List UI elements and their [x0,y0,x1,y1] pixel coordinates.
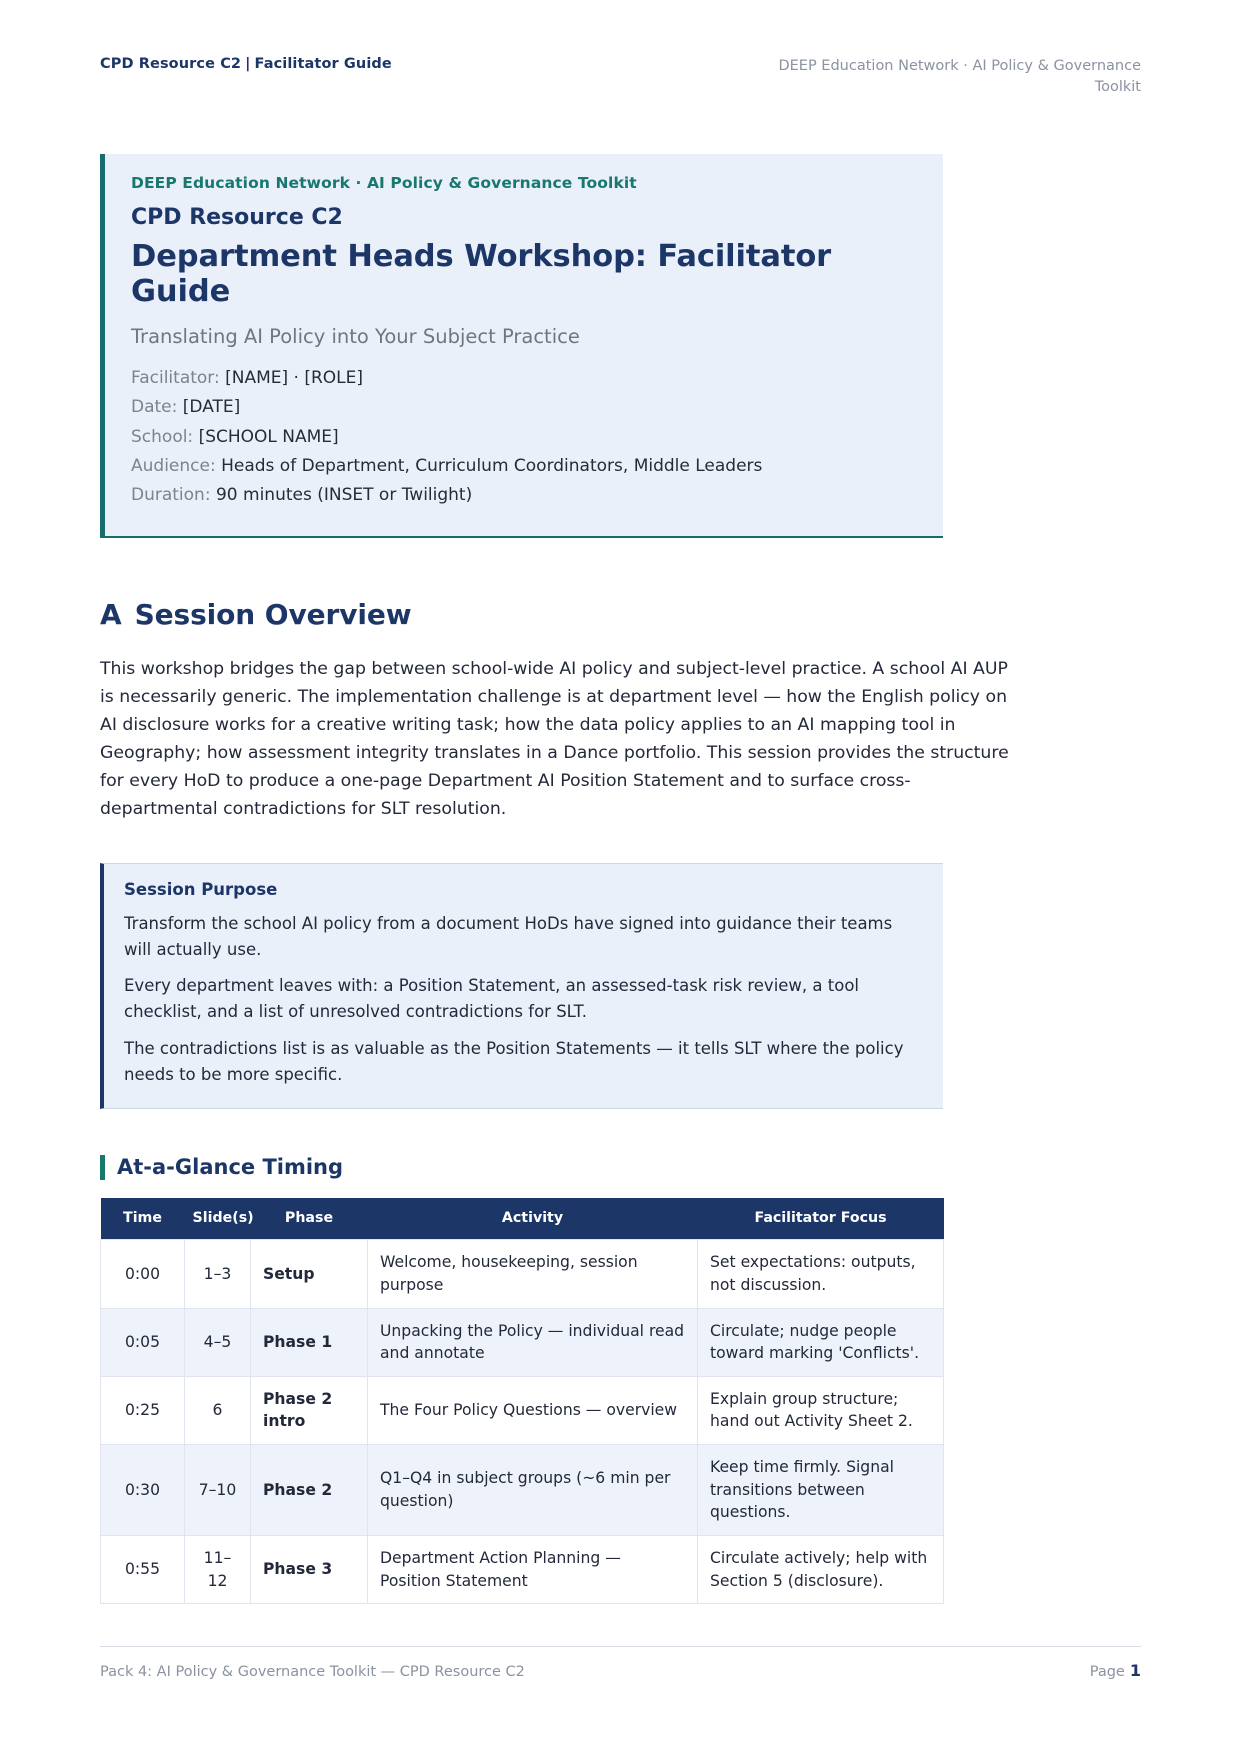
meta-value-school: [SCHOOL NAME] [198,426,339,447]
section-heading-a [100,598,1141,631]
cell-facilitator-focus: Circulate actively; help with Section 5 (disclosure). [698,1535,944,1603]
table-header-row [101,1198,944,1240]
meta-value-date: [DATE] [182,397,241,418]
table-row [101,1240,944,1308]
cell-activity: The Four Policy Questions — overview [368,1376,698,1444]
table-row [101,1445,944,1536]
banner-kicker: CPD Resource C2 [131,205,343,231]
table-row [101,1535,944,1603]
banner-meta-facilitator [131,364,915,393]
section-a-paragraph: This workshop bridges the gap between school-wide AI policy and subject-level practice. A school AI AUP is necessarily generic. The implementation challenge is at department level — how the English policy on AI disclosure works for a creative writing task; how the data policy applies to an AI mapping tool in Geography; how assessment integrity translates in a Dance portfolio. This session provides the structure for every HoD to produce a one-page Department AI Position Statement and to surface cross-departmental contradictions for SLT resolution. [100,659,1009,820]
session-purpose-callout [100,863,943,1108]
cell-phase: Phase 2 intro [251,1376,368,1444]
cell-activity: Unpacking the Policy — individual read and annotate [368,1308,698,1376]
cell-phase: Phase 3 [251,1535,368,1603]
cell-time: 0:25 [101,1376,185,1444]
banner-meta-date [131,393,915,422]
title-banner [100,154,943,538]
timing-heading-label: At-a-Glance Timing [117,1155,344,1180]
meta-label-facilitator: Facilitator: [131,368,220,389]
cell-slides: 7–10 [185,1445,251,1536]
callout-paragraph: Transform the school AI policy from a document HoDs have signed into guidance their teams will actually use. [124,914,893,960]
running-header-right: DEEP Education Network · AI Policy & Governance Toolkit [778,58,1141,96]
running-header-resource: CPD Resource C2 [100,56,242,72]
page-title: Department Heads Workshop: Facilitator Guide [131,239,832,310]
column-header-phase: Phase [251,1198,368,1240]
cell-facilitator-focus: Set expectations: outputs, not discussion. [698,1240,944,1308]
at-a-glance-timing-table [100,1198,944,1604]
running-header-doctype: Facilitator Guide [254,56,392,72]
meta-label-duration: Duration: [131,484,211,505]
banner-meta-duration [131,481,915,510]
timing-heading [100,1155,1141,1180]
meta-value-audience: Heads of Department, Curriculum Coordinators, Middle Leaders [221,455,763,476]
callout-paragraph: Every department leaves with: a Position Statement, an assessed-task risk review, a tool checklist, and a list of unresolved contradictions for SLT. [124,976,860,1022]
footer-page-indicator [1090,1661,1141,1680]
column-header-time: Time [101,1198,185,1240]
cell-facilitator-focus: Circulate; nudge people toward marking 'Conflicts'. [698,1308,944,1376]
running-header-separator: | [245,56,251,72]
cell-slides: 6 [185,1376,251,1444]
section-letter-a: A [100,598,122,632]
cell-slides: 11–12 [185,1535,251,1603]
heading-accent-bar [100,1155,105,1180]
section-title-a: Session Overview [134,598,412,632]
table-row [101,1376,944,1444]
cell-activity: Welcome, housekeeping, session purpose [368,1240,698,1308]
cell-slides: 4–5 [185,1308,251,1376]
table-row [101,1308,944,1376]
footer-page-label: Page [1089,1664,1125,1680]
cell-facilitator-focus: Explain group structure; hand out Activity Sheet 2. [698,1376,944,1444]
banner-subtitle: Translating AI Policy into Your Subject Practice [131,325,580,349]
banner-meta-audience [131,452,915,481]
meta-value-facilitator: [NAME] · [ROLE] [225,368,364,389]
cell-phase: Setup [251,1240,368,1308]
meta-label-school: School: [131,426,194,447]
running-header-left [100,56,392,72]
meta-value-duration: 90 minutes (INSET or Twilight) [215,484,473,505]
page-footer [100,1646,1141,1680]
banner-meta-school [131,423,915,452]
column-header-activity: Activity [368,1198,698,1240]
banner-eyebrow: DEEP Education Network · AI Policy & Governance Toolkit [131,174,637,193]
cell-time: 0:00 [101,1240,185,1308]
cell-activity: Q1–Q4 in subject groups (~6 min per question) [368,1445,698,1536]
cell-phase: Phase 2 [251,1445,368,1536]
column-header-slides: Slide(s) [185,1198,251,1240]
cell-phase: Phase 1 [251,1308,368,1376]
cell-facilitator-focus: Keep time firmly. Signal transitions between questions. [698,1445,944,1536]
running-header [100,56,1141,108]
callout-title: Session Purpose [124,880,278,900]
cell-time: 0:05 [101,1308,185,1376]
meta-label-date: Date: [131,397,178,418]
cell-time: 0:55 [101,1535,185,1603]
cell-activity: Department Action Planning — Position Statement [368,1535,698,1603]
column-header-facilitator-focus: Facilitator Focus [698,1198,944,1240]
footer-page-number: 1 [1129,1661,1141,1680]
footer-left-text: Pack 4: AI Policy & Governance Toolkit — CPD Resource C2 [100,1664,525,1680]
meta-label-audience: Audience: [131,455,216,476]
callout-paragraph: The contradictions list is as valuable as the Position Statements — it tells SLT where the policy needs to be more specific. [124,1038,904,1084]
cell-time: 0:30 [101,1445,185,1536]
cell-slides: 1–3 [185,1240,251,1308]
